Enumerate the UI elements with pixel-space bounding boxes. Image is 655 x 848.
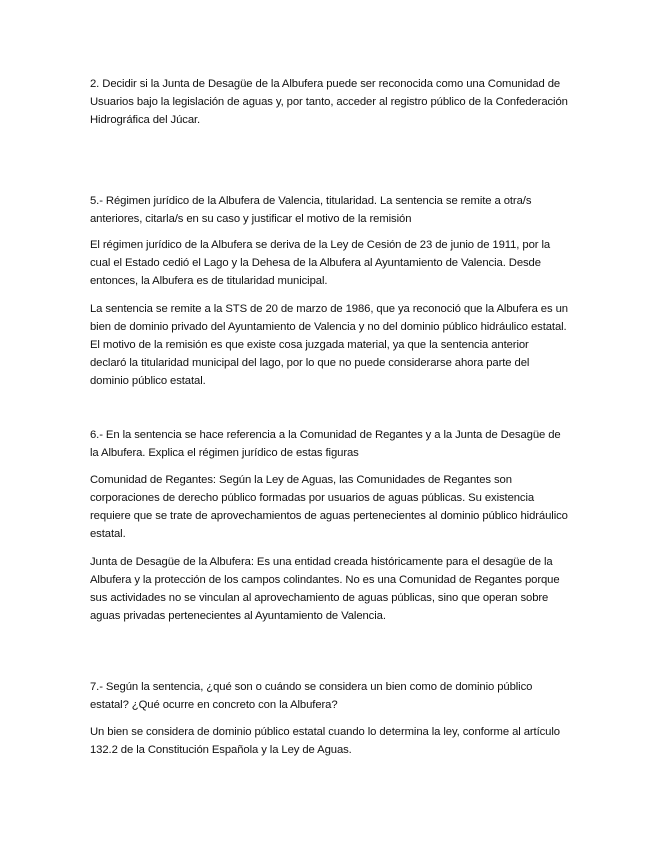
question-7-heading: 7.- Según la sentencia, ¿qué son o cuándo se considera un bien como de dominio público estatal? ¿Qué ocurre en concreto con la Albufera?	[90, 681, 533, 711]
question-2-text: 2. Decidir si la Junta de Desagüe de la Albufera puede ser reconocida como una Comunidad de Usuarios bajo la legislación de aguas y, por tanto, acceder al registro público de la Confederación Hidrográfica del Júcar.	[90, 78, 568, 126]
question-6-answer-junta-desague: Junta de Desagüe de la Albufera: Es una entidad creada históricamente para el desagüe de la Albufera y la protección de los campos colindantes. No es una Comunidad de Regantes porque sus actividades no se vinculan al aprovechamiento de aguas públicas, sino que operan sobre aguas privadas pertenecientes al Ayuntamiento de Valencia.	[90, 556, 560, 622]
question-6-answer-comunidad-regantes: Comunidad de Regantes: Según la Ley de Aguas, las Comunidades de Regantes son corporaciones de derecho público formadas por usuarios de aguas públicas. Su existencia requiere que se trate de aprovechamientos de aguas pertenecientes al dominio público hidráulico estatal.	[90, 474, 568, 540]
question-5-answer-paragraph-2: La sentencia se remite a la STS de 20 de marzo de 1986, que ya reconoció que la Albufera es un bien de dominio privado del Ayuntamiento de Valencia y no del dominio público hidráulico estatal. El motivo de la remisión es que existe cosa juzgada material, ya que la sentencia anterior declaró la titularidad municipal del lago, por lo que no puede considerarse ahora parte del dominio público estatal.	[90, 303, 568, 387]
question-5-heading: 5.- Régimen jurídico de la Albufera de Valencia, titularidad. La sentencia se remite a otra/s anteriores, citarla/s en su caso y justificar el motivo de la remisión	[90, 195, 532, 225]
question-7-answer-paragraph-1: Un bien se considera de dominio público estatal cuando lo determina la ley, conforme al artículo 132.2 de la Constitución Española y la Ley de Aguas.	[90, 726, 560, 756]
question-6-heading: 6.- En la sentencia se hace referencia a la Comunidad de Regantes y a la Junta de Desagüe de la Albufera. Explica el régimen jurídico de estas figuras	[90, 429, 561, 459]
question-5-answer-paragraph-1: El régimen jurídico de la Albufera se deriva de la Ley de Cesión de 23 de junio de 1911, por la cual el Estado cedió el Lago y la Dehesa de la Albufera al Ayuntamiento de Valencia. Desde entonces, la Albufera es de titularidad municipal.	[90, 239, 551, 287]
